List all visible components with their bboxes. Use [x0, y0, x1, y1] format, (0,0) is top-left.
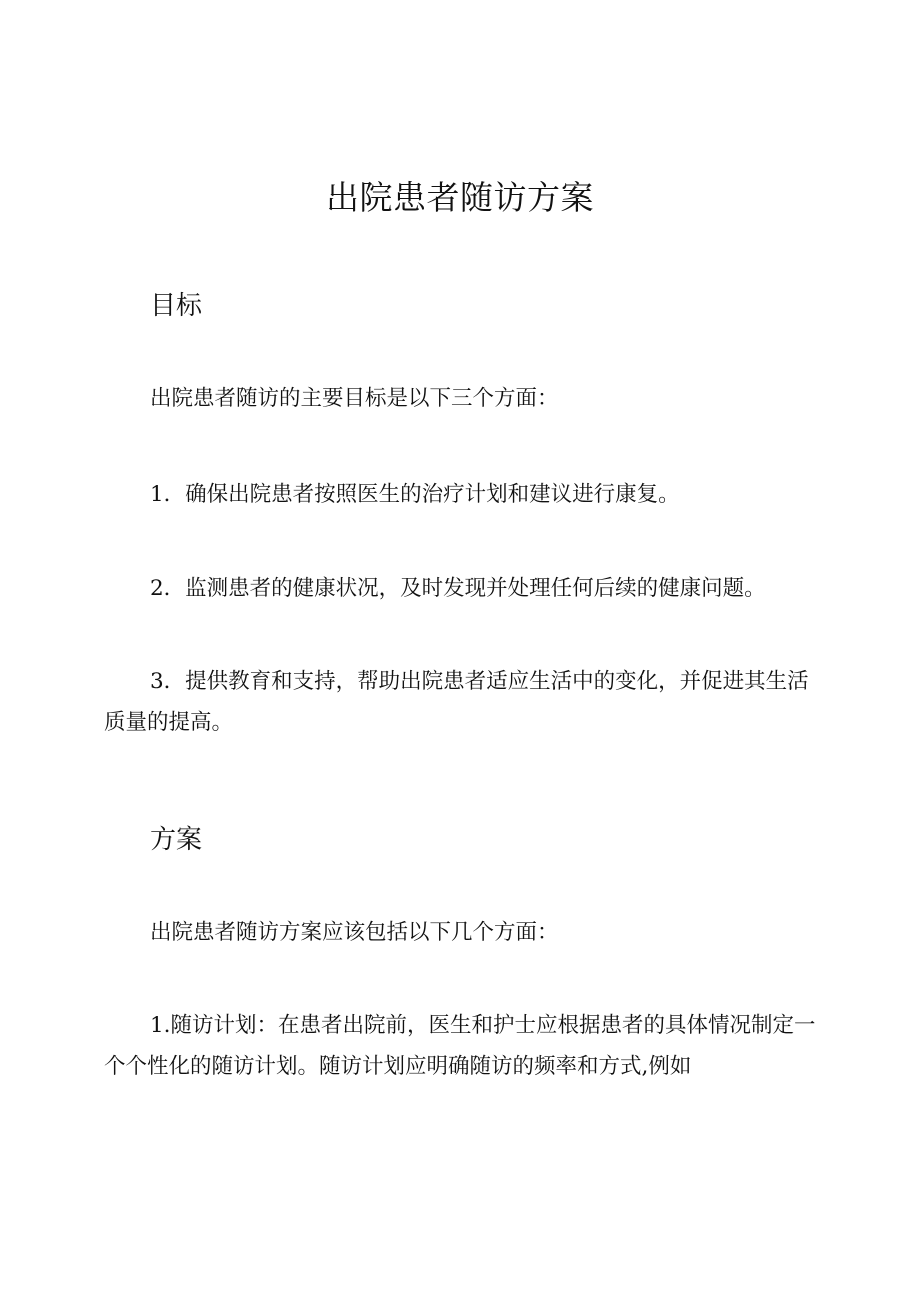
section-heading-goals: 目标 [150, 291, 203, 321]
section-heading-plan: 方案 [150, 825, 203, 855]
goal-item-1: 1．确保出院患者按照医生的治疗计划和建议进行康复。 [150, 482, 680, 507]
goal-item-3: 3．提供教育和支持，帮助出院患者适应生活中的变化，并促进其生活质量的提高。 [104, 669, 809, 735]
plan-intro-paragraph: 出院患者随访方案应该包括以下几个方面： [150, 920, 559, 945]
goal-item-2: 2．监测患者的健康状况，及时发现并处理任何后续的健康问题。 [150, 576, 766, 601]
goals-intro-paragraph: 出院患者随访的主要目标是以下三个方面： [150, 386, 559, 411]
plan-item-1: 1.随访计划：在患者出院前，医生和护士应根据患者的具体情况制定一个个性化的随访计划。随访计划应明确随访的频率和方式,例如 [104, 1013, 816, 1079]
page-title: 出院患者随访方案 [326, 178, 594, 217]
